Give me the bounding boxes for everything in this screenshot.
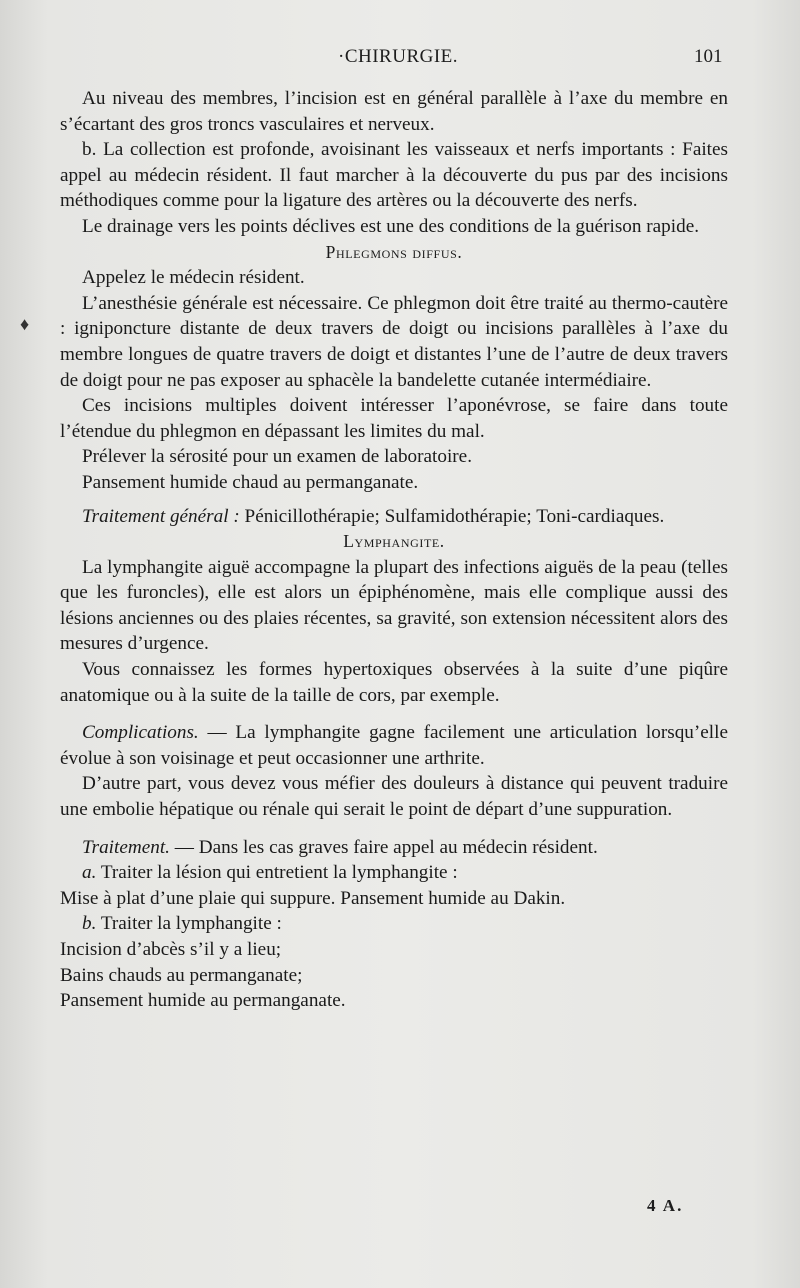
complications-paragraph xyxy=(60,720,728,771)
paragraph: Vous connaissez les formes hypertoxiques observées à la suite d’une piqûre anatomique ou à la suite de la taille de cors, par exemple. xyxy=(60,659,728,706)
running-header xyxy=(0,46,800,76)
paragraph: Le drainage vers les points déclives est une des conditions de la guérison rapide. xyxy=(82,215,700,237)
step-b-text: Traiter la lymphangite : xyxy=(96,913,282,935)
section-heading-phlegmons: Phlegmons diffus. xyxy=(325,241,463,262)
treatment-label: Traitement. xyxy=(82,836,170,858)
section-heading-lymphangite: Lymphangite. xyxy=(343,531,445,552)
general-treatment-paragraph xyxy=(60,504,728,530)
step-a-label: a. xyxy=(82,862,97,884)
step-a-text: Traiter la lésion qui entretient la lymphangite : xyxy=(96,862,458,884)
paragraph: Ces incisions multiples doivent intéresser l’aponévrose, se faire dans toute l’étendue du phlegmon en dépassant les limites du mal. xyxy=(60,395,728,442)
step-a xyxy=(60,860,728,886)
body-text xyxy=(60,86,728,1014)
paragraph: b. La collection est profonde, avoisinant les vaisseaux et nerfs importants : Faites appel au médecin résident. Il faut marcher à la découverte du pus par des incisions méthodiques comme pour la ligature des artères ou la découverte des nerfs. xyxy=(60,139,728,212)
general-treatment-label: Traitement général : xyxy=(82,505,240,527)
treatment-paragraph xyxy=(60,835,728,861)
paragraph: Pansement humide chaud au permanganate. xyxy=(82,471,419,493)
margin-mark: ♦ xyxy=(20,314,30,334)
step-b xyxy=(60,911,728,937)
paragraph: La lymphangite aiguë accompagne la plupart des infections aiguës de la peau (telles que les furoncles), elle est alors un épiphénomène, mais elle complique aussi des lésions anciennes ou des plaies récentes, sa gravité, son extension nécessitent alors des mesures d’urgence. xyxy=(60,556,728,655)
complications-label: Complications. xyxy=(82,722,199,744)
paragraph: Prélever la sérosité pour un examen de laboratoire. xyxy=(82,446,472,468)
paragraph: Au niveau des membres, l’incision est en général parallèle à l’axe du membre en s’écartant des gros troncs vasculaires et nerveux. xyxy=(60,88,728,135)
page-number: 101 xyxy=(694,46,723,67)
complications-text: — La lymphangite gagne facilement une articulation lorsqu’elle évolue à son voisinage et peut occasionner une arthrite. xyxy=(60,722,728,769)
treatment-text: — Dans les cas graves faire appel au médecin résident. xyxy=(169,836,598,858)
general-treatment-text: Pénicillothérapie; Sulfamidothérapie; Toni-cardiaques. xyxy=(239,505,665,527)
step-b-item: Pansement humide au permanganate. xyxy=(60,990,346,1012)
step-b-item: Incision d’abcès s’il y a lieu; xyxy=(60,939,282,960)
step-b-label: b. xyxy=(82,913,97,935)
paragraph: Appelez le médecin résident. xyxy=(82,267,305,289)
signature-mark: 4 A. xyxy=(647,1196,684,1215)
paragraph: L’anesthésie générale est nécessaire. Ce phlegmon doit être traité au thermo-cautère : igniponcture distante de deux travers de doigt ou incisions parallèles à l’axe du membre longues de quatre travers de doigt et distantes l’une de l’autre de deux travers de doigt pour ne pas exposer au sphacèle la bandelette cutanée intermédiaire. xyxy=(60,292,728,391)
step-b-item: Bains chauds au permanganate; xyxy=(60,964,303,986)
step-a-detail: Mise à plat d’une plaie qui suppure. Pansement humide au Dakin. xyxy=(60,887,566,909)
running-title: ·CHIRURGIE. xyxy=(338,46,459,67)
paragraph: D’autre part, vous devez vous méfier des douleurs à distance qui peuvent traduire une embolie hépatique ou rénale qui serait le point de départ d’une suppuration. xyxy=(60,773,728,821)
